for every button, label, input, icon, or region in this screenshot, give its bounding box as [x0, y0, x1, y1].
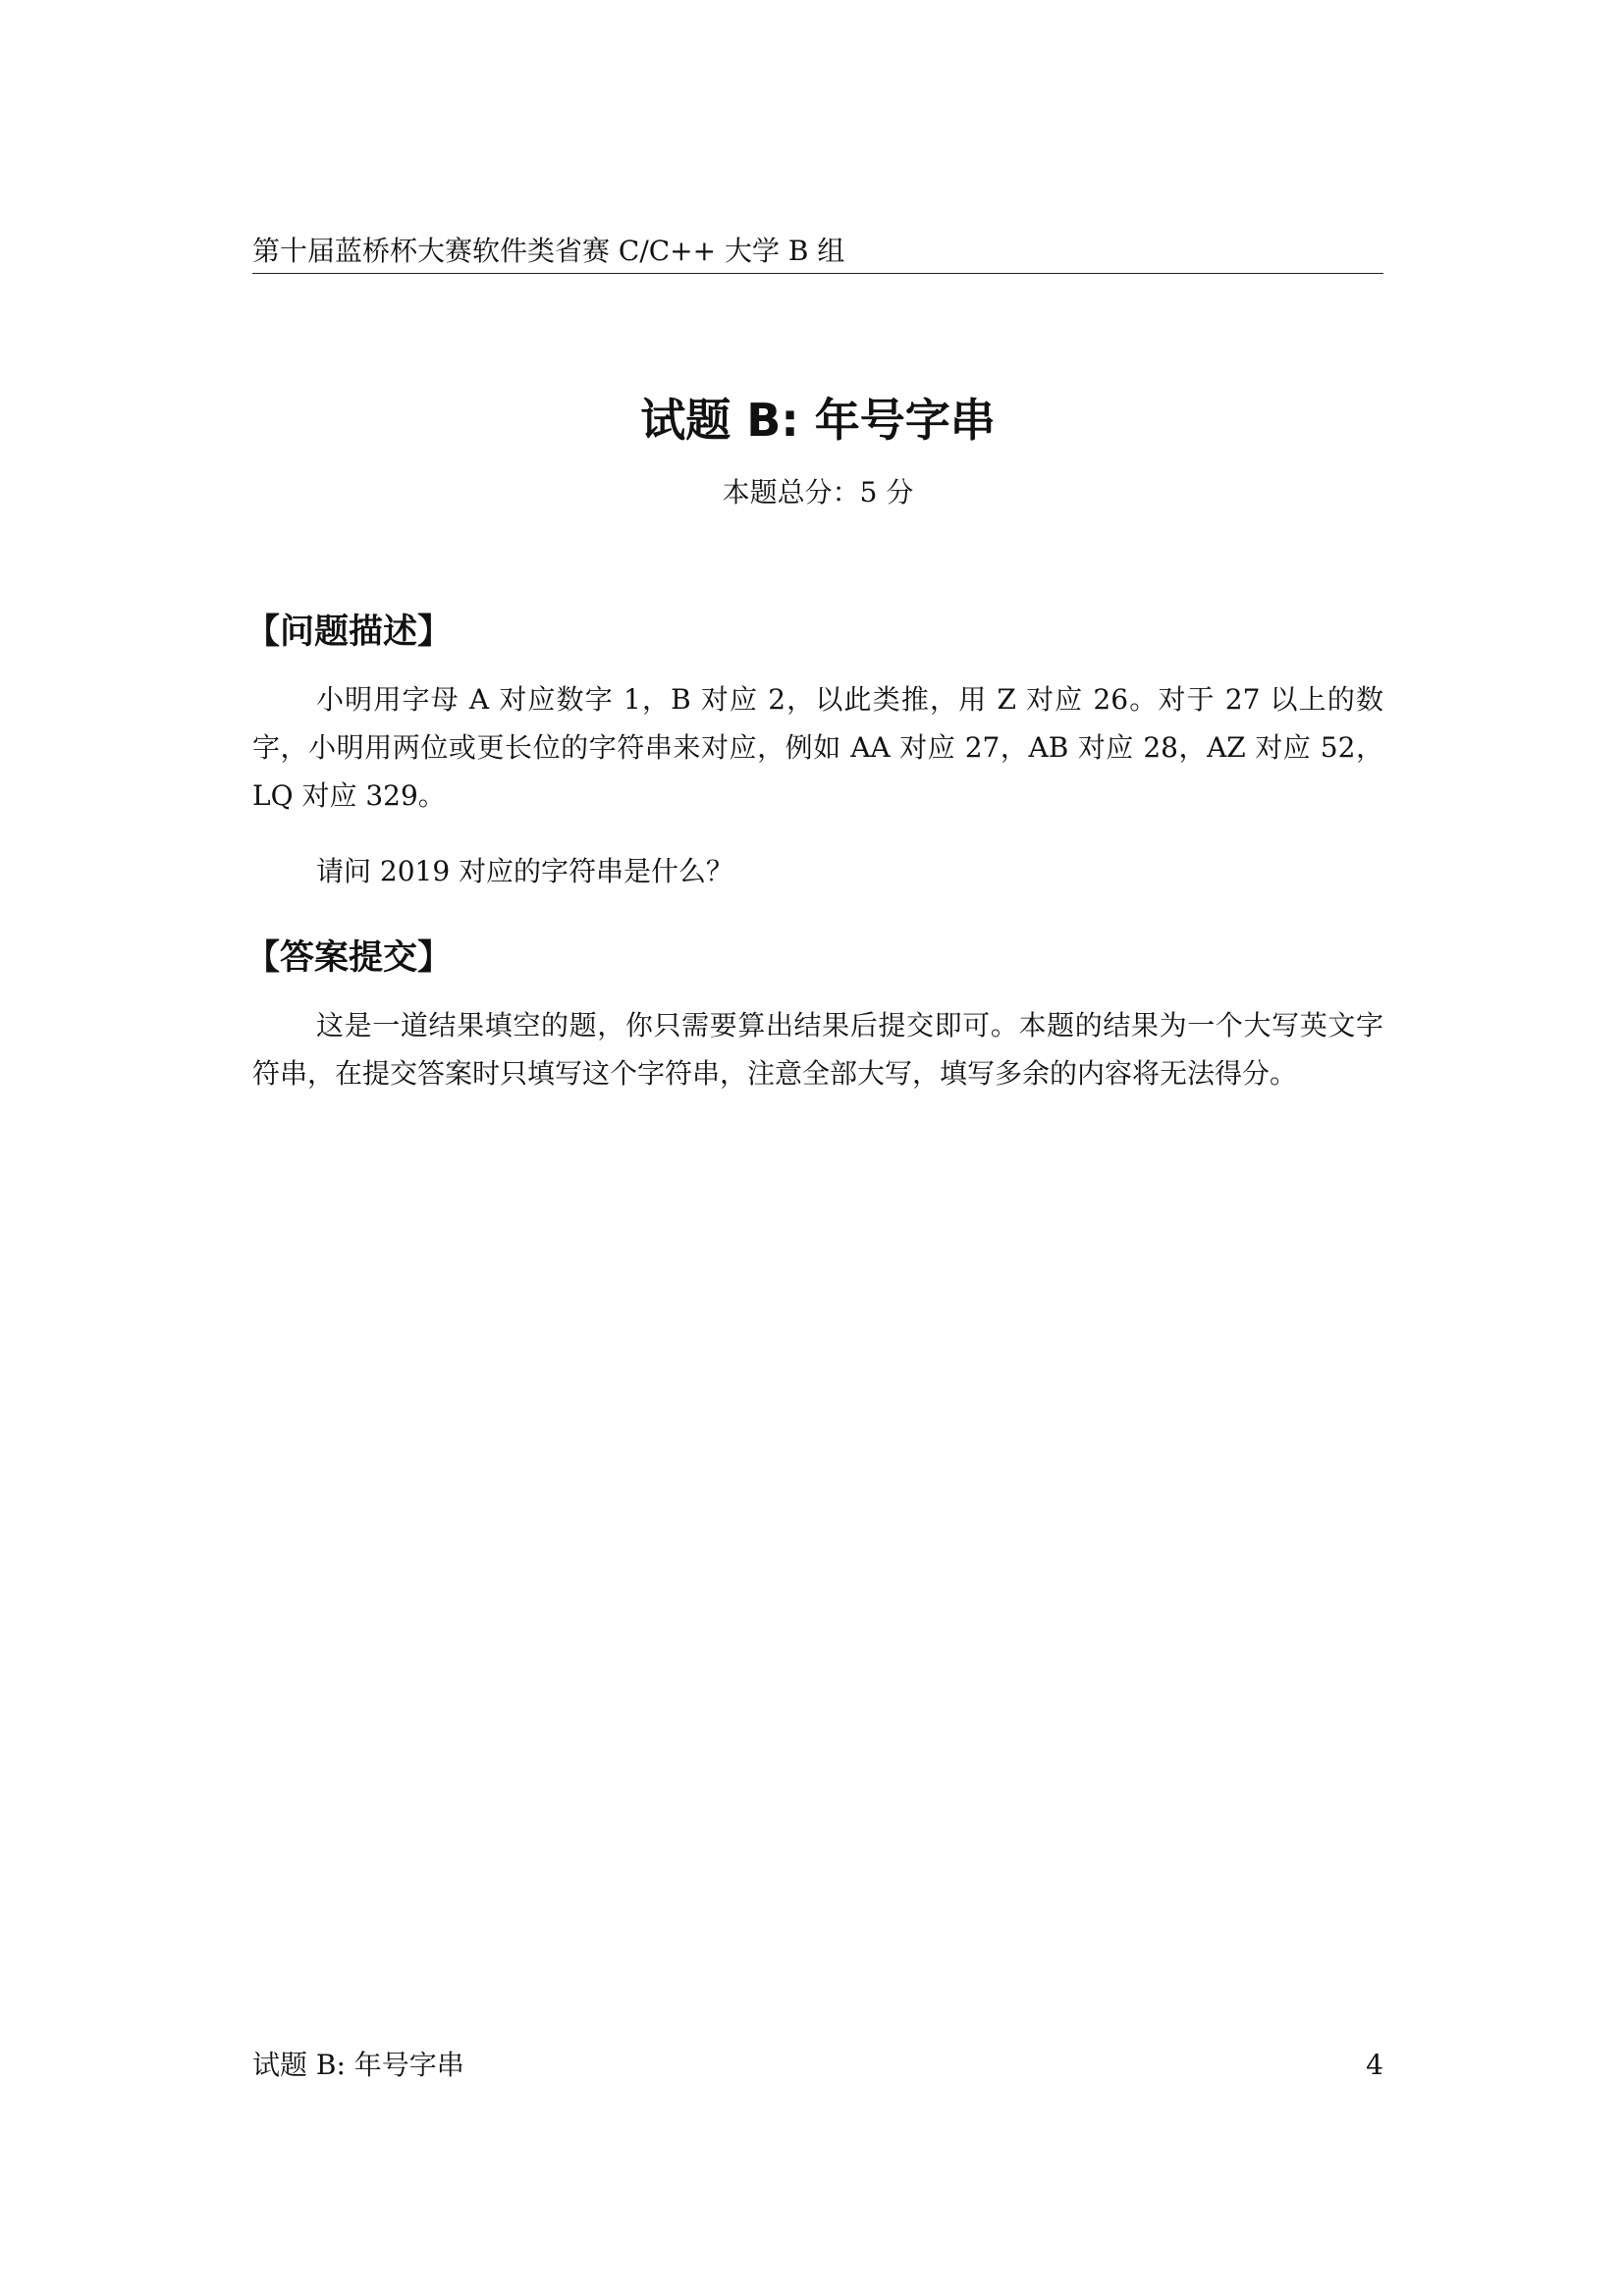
running-footer: 试题 B: 年号字串	[252, 2049, 464, 2081]
problem-score: 本题总分：5 分	[722, 476, 914, 508]
section-heading-description: 【问题描述】	[245, 613, 453, 652]
description-paragraph-1: 小明用字母 A 对应数字 1，B 对应 2，以此类推，用 Z 对应 26。对于 27 以上的数字，小明用两位或更长位的字符串来对应，例如 AA 对应 27，AB 对应 28，AZ 对应 52，LQ 对应 329。	[252, 683, 1383, 812]
problem-title: 试题 B: 年号字串	[640, 394, 996, 447]
description-paragraph-2: 请问 2019 对应的字符串是什么？	[316, 855, 734, 887]
running-header: 第十届蓝桥杯大赛软件类省赛 C/C++ 大学 B 组	[252, 235, 845, 267]
section-heading-submission: 【答案提交】	[245, 938, 453, 978]
header-rule	[252, 273, 1383, 274]
submission-paragraph-1: 这是一道结果填空的题，你只需要算出结果后提交即可。本题的结果为一个大写英文字符串，在提交答案时只填写这个字符串，注意全部大写，填写多余的内容将无法得分。	[252, 1009, 1383, 1090]
page-number: 4	[1366, 2049, 1383, 2081]
